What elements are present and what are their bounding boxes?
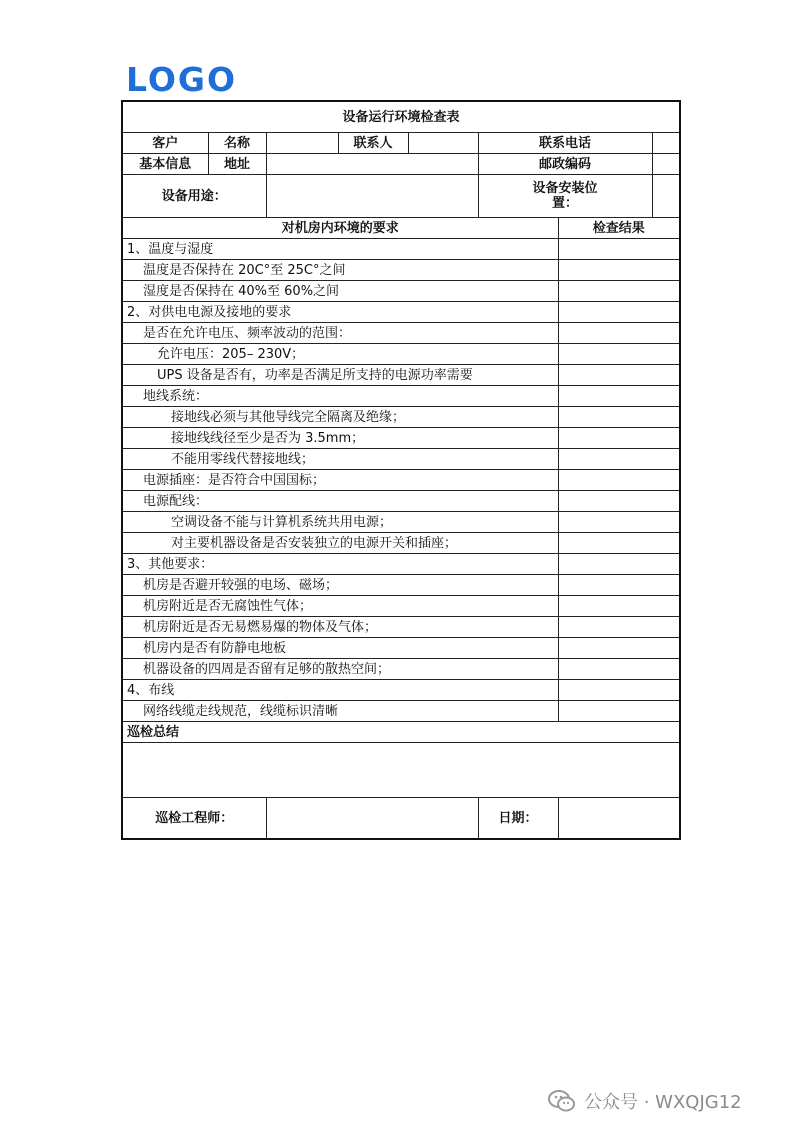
usage-label: 设备用途： <box>122 175 266 218</box>
table-row <box>122 533 680 554</box>
requirement-item: 允许电压：205– 230V； <box>122 344 558 365</box>
requirement-item: 4、布线 <box>122 680 558 701</box>
install-location-value[interactable] <box>652 175 680 218</box>
table-row <box>122 260 680 281</box>
requirement-item: 机房内是否有防静电地板 <box>122 638 558 659</box>
check-result-cell[interactable] <box>558 638 680 659</box>
name-label: 名称 <box>208 133 266 154</box>
table-row <box>122 449 680 470</box>
table-row <box>122 638 680 659</box>
postcode-value[interactable] <box>652 154 680 175</box>
phone-value[interactable] <box>652 133 680 154</box>
check-result-cell[interactable] <box>558 470 680 491</box>
check-result-cell[interactable] <box>558 575 680 596</box>
requirement-item: UPS 设备是否有，功率是否满足所支持的电源功率需要 <box>122 365 558 386</box>
check-result-cell[interactable] <box>558 344 680 365</box>
date-label: 日期： <box>478 798 558 840</box>
table-row <box>122 680 680 701</box>
requirement-item: 电源插座：是否符合中国国标； <box>122 470 558 491</box>
postcode-label: 邮政编码 <box>478 154 652 175</box>
customer-label: 客户 <box>122 133 208 154</box>
check-result-cell[interactable] <box>558 428 680 449</box>
install-location-label <box>478 175 652 218</box>
table-row <box>122 659 680 680</box>
requirement-item: 接地线线径至少是否为 3.5mm； <box>122 428 558 449</box>
table-row <box>122 554 680 575</box>
check-result-cell[interactable] <box>558 449 680 470</box>
customer-info-label: 基本信息 <box>122 154 208 175</box>
requirement-item: 网络线缆走线规范，线缆标识清晰 <box>122 701 558 722</box>
requirement-item: 电源配线： <box>122 491 558 512</box>
result-header: 检查结果 <box>558 218 680 239</box>
requirement-item: 1、温度与湿度 <box>122 239 558 260</box>
check-result-cell[interactable] <box>558 596 680 617</box>
check-result-cell[interactable] <box>558 701 680 722</box>
check-result-cell[interactable] <box>558 680 680 701</box>
requirement-item: 湿度是否保持在 40%至 60%之间 <box>122 281 558 302</box>
requirement-item: 温度是否保持在 20C°至 25C°之间 <box>122 260 558 281</box>
requirement-item: 空调设备不能与计算机系统共用电源； <box>122 512 558 533</box>
requirements-header: 对机房内环境的要求 <box>122 218 558 239</box>
install-label-line2: 置： <box>551 196 578 211</box>
requirement-item: 机器设备的四周是否留有足够的散热空间； <box>122 659 558 680</box>
check-result-cell[interactable] <box>558 260 680 281</box>
engineer-value[interactable] <box>266 798 478 840</box>
contact-value[interactable] <box>408 133 478 154</box>
check-result-cell[interactable] <box>558 239 680 260</box>
table-row <box>122 701 680 722</box>
requirement-item: 是否在允许电压、频率波动的范围： <box>122 323 558 344</box>
table-row <box>122 407 680 428</box>
check-result-cell[interactable] <box>558 407 680 428</box>
table-row <box>122 281 680 302</box>
address-label: 地址 <box>208 154 266 175</box>
requirement-item: 对主要机器设备是否安装独立的电源开关和插座； <box>122 533 558 554</box>
table-row <box>122 302 680 323</box>
requirement-item: 地线系统： <box>122 386 558 407</box>
requirement-item: 3、其他要求： <box>122 554 558 575</box>
requirement-rows <box>122 239 680 722</box>
table-row <box>122 617 680 638</box>
inspection-form <box>121 100 681 840</box>
contact-label: 联系人 <box>338 133 408 154</box>
name-value[interactable] <box>266 133 338 154</box>
check-result-cell[interactable] <box>558 302 680 323</box>
check-result-cell[interactable] <box>558 659 680 680</box>
check-result-cell[interactable] <box>558 554 680 575</box>
logo: LOGO <box>126 60 238 99</box>
check-result-cell[interactable] <box>558 323 680 344</box>
summary-label: 巡检总结 <box>122 722 680 743</box>
check-result-cell[interactable] <box>558 365 680 386</box>
wechat-icon <box>548 1089 576 1113</box>
check-result-cell[interactable] <box>558 281 680 302</box>
requirement-item: 2、对供电电源及接地的要求 <box>122 302 558 323</box>
check-result-cell[interactable] <box>558 491 680 512</box>
watermark-text: 公众号 · WXQJG12 <box>584 1092 742 1113</box>
table-row <box>122 596 680 617</box>
table-row <box>122 575 680 596</box>
form-title: 设备运行环境检查表 <box>122 101 680 133</box>
usage-value[interactable] <box>266 175 478 218</box>
address-value[interactable] <box>266 154 478 175</box>
table-row <box>122 386 680 407</box>
table-row <box>122 323 680 344</box>
check-result-cell[interactable] <box>558 533 680 554</box>
check-result-cell[interactable] <box>558 386 680 407</box>
install-label-line1: 设备安装位 <box>532 181 598 196</box>
table-row <box>122 344 680 365</box>
table-row <box>122 512 680 533</box>
requirement-item: 机房是否避开较强的电场、磁场； <box>122 575 558 596</box>
requirement-item: 机房附近是否无腐蚀性气体； <box>122 596 558 617</box>
table-row <box>122 491 680 512</box>
check-result-cell[interactable] <box>558 617 680 638</box>
table-row <box>122 428 680 449</box>
check-result-cell[interactable] <box>558 512 680 533</box>
date-value[interactable] <box>558 798 680 840</box>
table-row <box>122 470 680 491</box>
phone-label: 联系电话 <box>478 133 652 154</box>
requirement-item: 不能用零线代替接地线； <box>122 449 558 470</box>
requirement-item: 机房附近是否无易燃易爆的物体及气体； <box>122 617 558 638</box>
watermark <box>548 1088 742 1114</box>
requirement-item: 接地线必须与其他导线完全隔离及绝缘； <box>122 407 558 428</box>
engineer-label: 巡检工程师： <box>122 798 266 840</box>
table-row <box>122 239 680 260</box>
summary-value[interactable] <box>122 743 680 798</box>
table-row <box>122 365 680 386</box>
